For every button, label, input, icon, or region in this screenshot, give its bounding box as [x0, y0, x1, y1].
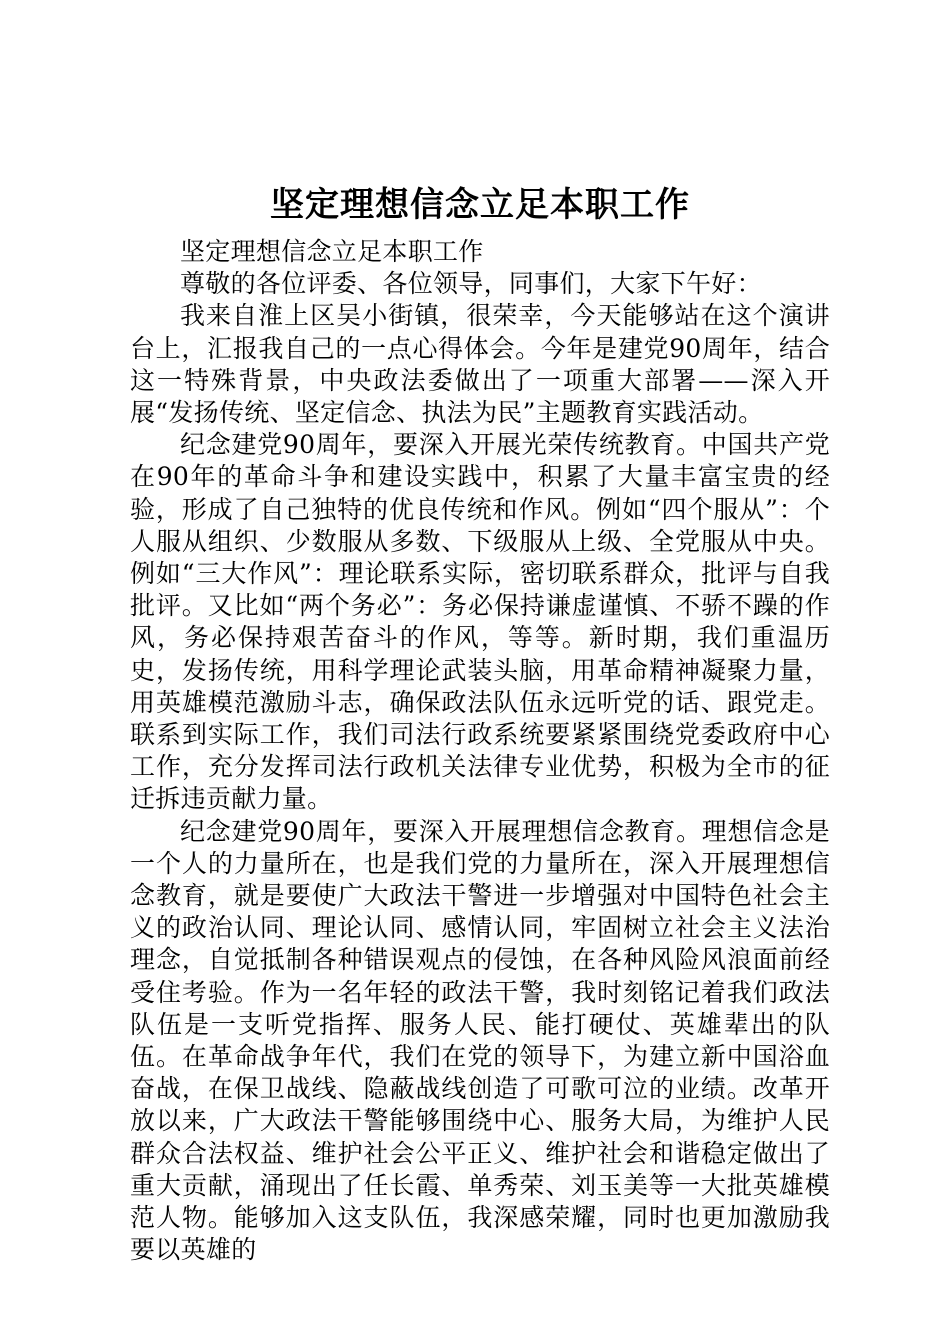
paragraph-greeting: 尊敬的各位评委、各位领导，同事们，大家下午好： — [180, 269, 762, 299]
paragraph-intro: 我来自淮上区吴小街镇，很荣幸，今天能够站在这个演讲台上，汇报我自己的一点心得体会。今年是建党90周年，结合这一特殊背景，中央政法委做出了一项重大部署——深入开展“发扬传统、坚定信念、执法为民”主题教育实践活动。 — [130, 301, 830, 428]
paragraph-subtitle: 坚定理想信念立足本职工作 — [180, 237, 484, 266]
paragraph-tradition: 纪念建党90周年，要深入开展光荣传统教育。中国共产党在90年的革命斗争和建设实践中，积累了大量丰富宝贵的经验，形成了自己独特的优良传统和作风。例如“四个服从”：个人服从组织、少数服从多数、下级服从上级、全党服从中央。例如“三大作风”：理论联系实际，密切联系群众，批评与自我批评。又比如“两个务必”：务必保持谦虚谨慎、不骄不躁的作风，务必保持艰苦奋斗的作风，等等。新时期，我们重温历史，发扬传统，用科学理论武装头脑，用革命精神凝聚力量，用英雄模范激励斗志，确保政法队伍永远听党的话、跟党走。联系到实际工作，我们司法行政系统要紧紧围绕党委政府中心工作，充分发挥司法行政机关法律专业优势，积极为全市的征迁拆违贡献力量。 — [130, 430, 830, 814]
paragraph-ideals: 纪念建党90周年，要深入开展理想信念教育。理想信念是一个人的力量所在，也是我们党的力量所在，深入开展理想信念教育，就是要使广大政法干警进一步增强对中国特色社会主义的政治认同、理论认同、感情认同，牢固树立社会主义法治理念，自觉抵制各种错误观点的侵蚀，在各种风险风浪面前经受住考验。作为一名年轻的政法干警，我时刻铭记着我们政法队伍是一支听党指挥、服务人民、能打硬仗、英雄辈出的队伍。在革命战争年代，我们在党的领导下，为建立新中国浴血奋战，在保卫战线、隐蔽战线创造了可歌可泣的业绩。改革开放以来，广大政法干警能够围绕中心、服务大局，为维护人民群众合法权益、维护社会公平正义、维护社会和谐稳定做出了重大贡献，涌现出了任长霞、单秀荣、刘玉美等一大批英雄模范人物。能够加入这支队伍，我深感荣耀，同时也更加激励我要以英雄的 — [130, 816, 830, 1265]
document-title: 坚定理想信念立足本职工作 — [270, 185, 690, 225]
document-page — [130, 180, 830, 1267]
